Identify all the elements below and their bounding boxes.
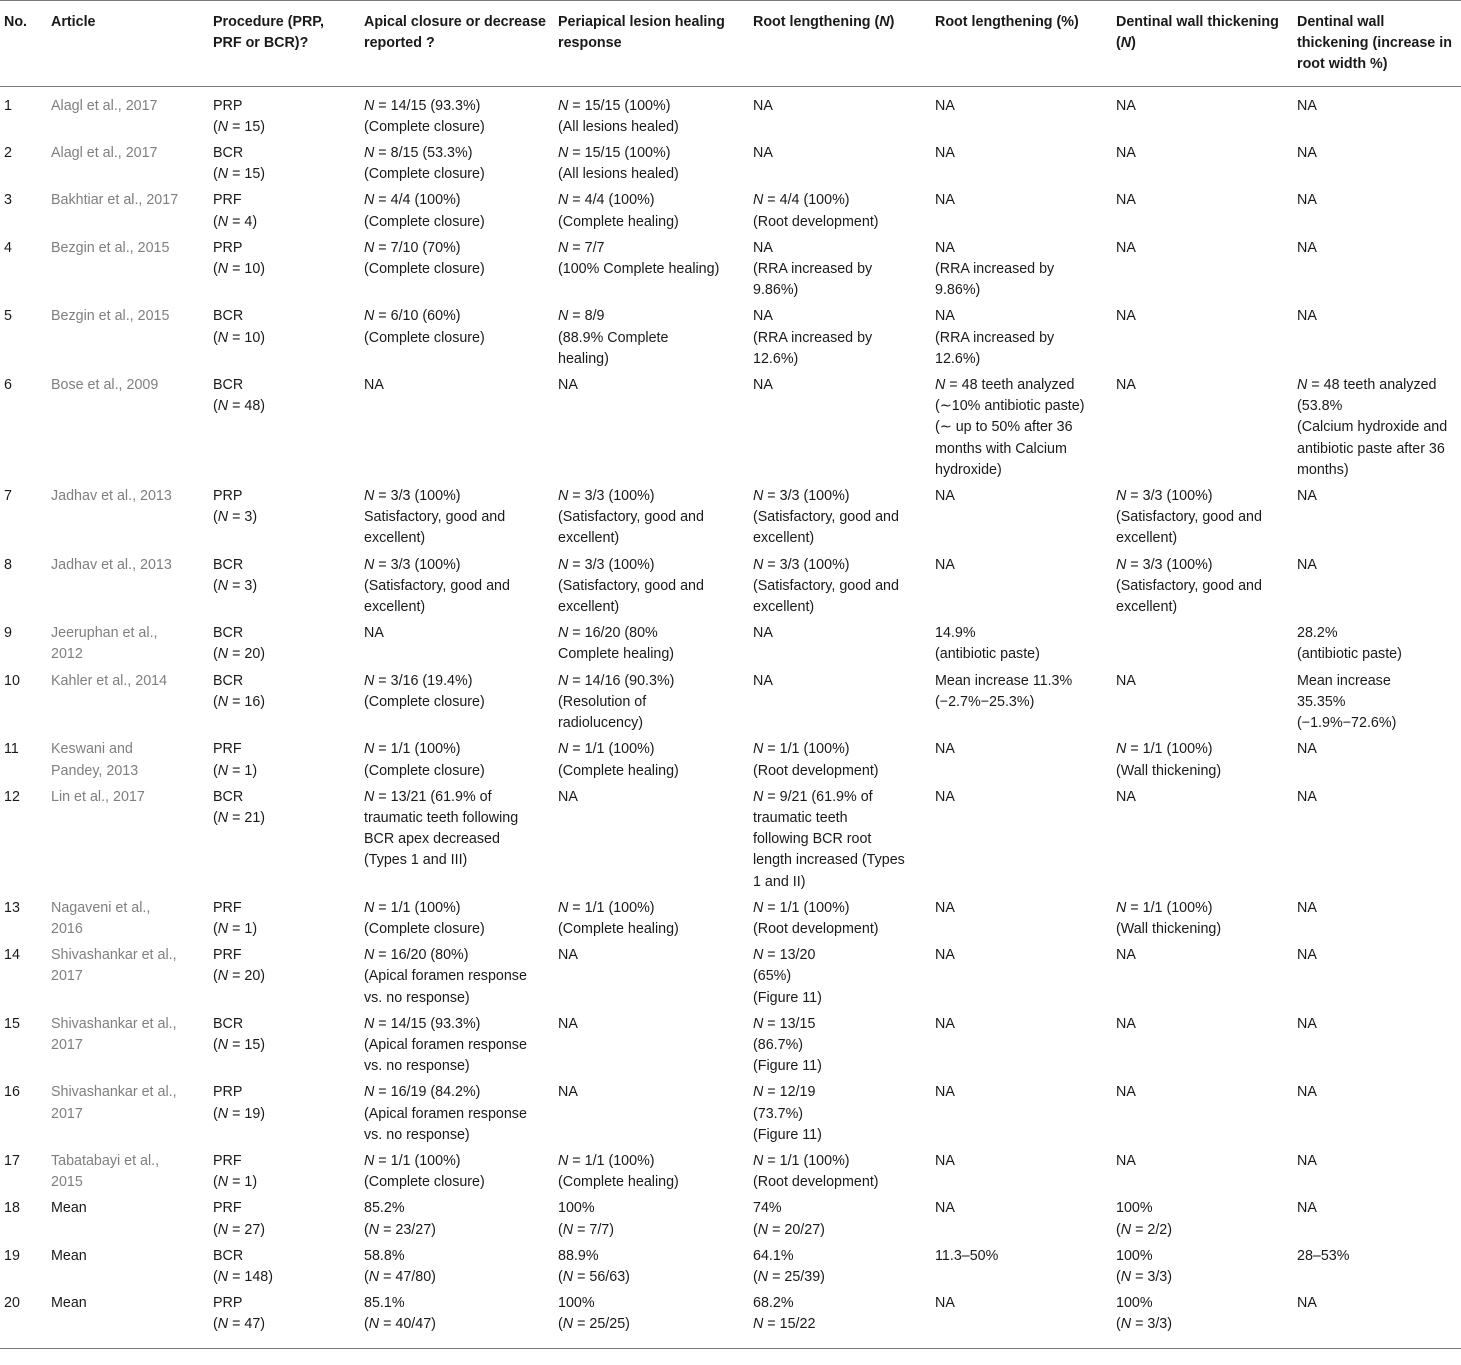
- cell-dentinal-wall-pct: NA: [1297, 788, 1317, 805]
- cell-procedure: BCR (N = 148): [213, 1247, 274, 1285]
- cell-root-lengthening-n: NA: [753, 145, 773, 162]
- cell-procedure: PRF (N = 4): [213, 192, 258, 230]
- cell-no: 6: [4, 377, 12, 394]
- cell-root-lengthening-pct: NA: [935, 192, 955, 209]
- cell-article: Keswani and Pandey, 2013: [51, 741, 139, 779]
- cell-root-lengthening-n: NA: [753, 97, 773, 114]
- header-dentinal-wall-pct: Dentinal wall thickening (increase in root width %): [1291, 1, 1461, 87]
- cell-apical-closure: NA: [364, 625, 384, 642]
- cell-dentinal-wall-pct: NA: [1297, 97, 1317, 114]
- cell-dentinal-wall-n: NA: [1116, 1084, 1136, 1101]
- cell-apical-closure: 85.2% (N = 23/27): [364, 1200, 436, 1238]
- cell-root-lengthening-n: NA (RRA increased by 9.86%): [753, 239, 873, 299]
- header-article: Article: [45, 1, 207, 87]
- cell-periapical-healing: N = 8/9 (88.9% Complete healing): [558, 308, 669, 367]
- cell-procedure: PRP (N = 19): [213, 1084, 266, 1122]
- cell-apical-closure: N = 7/10 (70%) (Complete closure): [364, 239, 485, 278]
- cell-root-lengthening-n: N = 12/19 (73.7%) (Figure 11): [753, 1084, 822, 1143]
- cell-dentinal-wall-pct: NA: [1297, 488, 1317, 505]
- cell-no: 13: [4, 899, 20, 916]
- cell-root-lengthening-n: N = 1/1 (100%) (Root development): [753, 741, 879, 779]
- cell-root-lengthening-n: 64.1% (N = 25/39): [753, 1247, 825, 1285]
- cell-dentinal-wall-pct: NA: [1297, 899, 1317, 916]
- cell-article: Jadhav et al., 2013: [51, 488, 172, 505]
- cell-dentinal-wall-n: NA: [1116, 192, 1136, 209]
- cell-root-lengthening-pct: NA: [935, 488, 955, 505]
- cell-procedure: BCR (N = 15): [213, 1015, 266, 1053]
- table-row: [0, 896, 1461, 943]
- table-row: [0, 621, 1461, 668]
- cell-root-lengthening-pct: NA: [935, 788, 955, 805]
- cell-procedure: BCR (N = 20): [213, 625, 266, 663]
- cell-article: Mean: [45, 1291, 207, 1348]
- header-periapical-healing: Periapical lesion healing response: [552, 1, 747, 87]
- cell-article: Alagl et al., 2017: [51, 145, 158, 162]
- cell-periapical-healing: N = 14/16 (90.3%) (Resolution of radiolucency): [558, 672, 675, 732]
- cell-root-lengthening-pct: NA: [935, 1015, 955, 1032]
- cell-root-lengthening-n: NA (RRA increased by 12.6%): [753, 308, 873, 367]
- cell-dentinal-wall-n: NA: [1116, 947, 1136, 964]
- cell-root-lengthening-n: N = 9/21 (61.9% of traumatic teeth following BCR root length increased (Types 1 and II): [753, 788, 905, 890]
- cell-dentinal-wall-pct: NA: [1297, 1015, 1317, 1032]
- cell-root-lengthening-n: 68.2% N = 15/22: [747, 1291, 929, 1348]
- cell-procedure: BCR (N = 48): [213, 377, 266, 415]
- cell-article: Shivashankar et al., 2017: [51, 947, 177, 985]
- cell-procedure: BCR (N = 16): [213, 672, 266, 710]
- cell-apical-closure: 58.8% (N = 47/80): [364, 1247, 436, 1285]
- cell-dentinal-wall-pct: NA: [1297, 1152, 1317, 1169]
- table-row: [0, 1012, 1461, 1081]
- cell-dentinal-wall-n: [1110, 621, 1291, 668]
- table-row: [0, 669, 1461, 738]
- cell-article: Mean: [51, 1200, 87, 1217]
- cell-no: 19: [4, 1247, 20, 1264]
- cell-root-lengthening-pct: 14.9% (antibiotic paste): [935, 625, 1040, 663]
- cell-periapical-healing: 100% (N = 25/25): [552, 1291, 747, 1348]
- cell-apical-closure: N = 4/4 (100%) (Complete closure): [364, 192, 485, 230]
- table-row: [0, 1291, 1461, 1348]
- header-root-lengthening-n: Root lengthening (N): [747, 1, 929, 87]
- cell-dentinal-wall-n: 100% (N = 3/3): [1110, 1291, 1291, 1348]
- cell-apical-closure: N = 1/1 (100%) (Complete closure): [364, 1152, 485, 1191]
- cell-article: Kahler et al., 2014: [51, 672, 168, 689]
- cell-root-lengthening-pct: NA: [935, 899, 955, 916]
- cell-dentinal-wall-pct: Mean increase 35.35% (−1.9%−72.6%): [1297, 672, 1397, 732]
- cell-no: 15: [4, 1015, 20, 1032]
- cell-periapical-healing: NA: [558, 1015, 578, 1032]
- cell-root-lengthening-n: N = 13/20 (65%) (Figure 11): [753, 947, 822, 1006]
- cell-dentinal-wall-pct: 28.2% (antibiotic paste): [1297, 625, 1402, 663]
- cell-dentinal-wall-pct: NA: [1297, 556, 1317, 573]
- cell-procedure: PRP (N = 10): [213, 239, 266, 278]
- cell-periapical-healing: 100% (N = 7/7): [558, 1200, 615, 1238]
- cell-root-lengthening-pct: NA: [935, 145, 955, 162]
- cell-root-lengthening-pct: NA: [935, 947, 955, 964]
- cell-periapical-healing: 88.9% (N = 56/63): [558, 1247, 630, 1285]
- cell-root-lengthening-n: N = 3/3 (100%) (Satisfactory, good and excellent): [753, 556, 899, 616]
- cell-dentinal-wall-pct: NA: [1297, 192, 1317, 209]
- cell-root-lengthening-pct: NA: [935, 556, 955, 573]
- cell-procedure: BCR (N = 10): [213, 308, 266, 346]
- cell-dentinal-wall-n: 100% (N = 2/2): [1116, 1200, 1173, 1238]
- cell-apical-closure: N = 8/15 (53.3%) (Complete closure): [364, 145, 485, 183]
- cell-article: Nagaveni et al., 2016: [51, 899, 151, 937]
- cell-root-lengthening-pct: 11.3–50%: [935, 1247, 999, 1264]
- table-row: [0, 236, 1461, 305]
- header-procedure: Procedure (PRP, PRF or BCR)?: [207, 1, 358, 87]
- cell-root-lengthening-n: 74% (N = 20/27): [753, 1200, 825, 1238]
- cell-dentinal-wall-pct: 28–53%: [1297, 1247, 1350, 1264]
- cell-no: 10: [4, 672, 20, 689]
- cell-periapical-healing: N = 15/15 (100%) (All lesions healed): [558, 97, 679, 135]
- cell-root-lengthening-pct: Mean increase 11.3% (−2.7%−25.3%): [935, 672, 1073, 710]
- cell-periapical-healing: N = 3/3 (100%) (Satisfactory, good and excellent): [558, 556, 704, 616]
- cell-no: 4: [4, 239, 12, 256]
- table-row: [0, 553, 1461, 622]
- cell-periapical-healing: N = 7/7 (100% Complete healing): [558, 239, 720, 278]
- cell-dentinal-wall-n: N = 3/3 (100%) (Satisfactory, good and excellent): [1116, 488, 1262, 547]
- cell-dentinal-wall-pct: NA: [1297, 947, 1317, 964]
- cell-article: Jadhav et al., 2013: [51, 556, 172, 573]
- cell-periapical-healing: N = 3/3 (100%) (Satisfactory, good and excellent): [558, 488, 704, 547]
- cell-dentinal-wall-pct: NA: [1297, 308, 1317, 325]
- cell-periapical-healing: N = 1/1 (100%) (Complete healing): [558, 1152, 679, 1191]
- table-row: [0, 1196, 1461, 1243]
- cell-no: 7: [4, 488, 12, 505]
- cell-no: 3: [4, 192, 12, 209]
- cell-dentinal-wall-n: N = 1/1 (100%) (Wall thickening): [1116, 899, 1222, 937]
- table-row: [0, 188, 1461, 235]
- cell-article: Bezgin et al., 2015: [51, 308, 170, 325]
- cell-periapical-healing: N = 1/1 (100%) (Complete healing): [558, 741, 679, 779]
- cell-periapical-healing: NA: [558, 1084, 578, 1101]
- cell-apical-closure: N = 14/15 (93.3%) (Complete closure): [364, 97, 485, 135]
- cell-periapical-healing: NA: [558, 377, 578, 394]
- table-row: [0, 86, 1461, 141]
- cell-apical-closure: N = 3/16 (19.4%) (Complete closure): [364, 672, 485, 710]
- cell-root-lengthening-n: N = 3/3 (100%) (Satisfactory, good and excellent): [753, 488, 899, 547]
- cell-procedure: PRP (N = 3): [213, 488, 258, 526]
- table-row: [0, 737, 1461, 784]
- table-row: [0, 1244, 1461, 1291]
- cell-article: Tabatabayi et al., 2015: [51, 1152, 160, 1191]
- cell-root-lengthening-n: N = 1/1 (100%) (Root development): [753, 1152, 879, 1191]
- cell-root-lengthening-pct: NA: [935, 97, 955, 114]
- cell-dentinal-wall-pct: NA: [1291, 1291, 1461, 1348]
- cell-article: Shivashankar et al., 2017: [51, 1015, 177, 1053]
- cell-dentinal-wall-pct: NA: [1297, 239, 1317, 256]
- cell-dentinal-wall-pct: NA: [1297, 1084, 1317, 1101]
- cell-apical-closure: N = 3/3 (100%) (Satisfactory, good and excellent): [364, 556, 510, 616]
- cell-apical-closure: N = 6/10 (60%) (Complete closure): [364, 308, 485, 346]
- cell-article: Bose et al., 2009: [51, 377, 159, 394]
- cell-dentinal-wall-n: NA: [1116, 1152, 1136, 1169]
- cell-dentinal-wall-n: 100% (N = 3/3): [1116, 1247, 1173, 1285]
- cell-apical-closure: N = 13/21 (61.9% of traumatic teeth following BCR apex decreased (Types 1 and III): [364, 788, 519, 869]
- table-row: [0, 373, 1461, 484]
- cell-root-lengthening-n: N = 13/15 (86.7%) (Figure 11): [753, 1015, 822, 1075]
- cell-procedure: PRF (N = 1): [213, 899, 258, 937]
- cell-periapical-healing: N = 4/4 (100%) (Complete healing): [558, 192, 679, 230]
- cell-no: 2: [4, 145, 12, 162]
- cell-root-lengthening-n: N = 4/4 (100%) (Root development): [753, 192, 879, 230]
- cell-article: Lin et al., 2017: [51, 788, 145, 805]
- cell-root-lengthening-pct: NA: [935, 741, 955, 758]
- cell-procedure: BCR (N = 15): [213, 145, 266, 183]
- cell-periapical-healing: N = 15/15 (100%) (All lesions healed): [558, 145, 679, 183]
- cell-root-lengthening-n: N = 1/1 (100%) (Root development): [753, 899, 879, 937]
- cell-apical-closure: NA: [364, 377, 384, 394]
- cell-root-lengthening-pct: NA: [935, 1084, 955, 1101]
- cell-procedure: PRP (N = 47): [207, 1291, 358, 1348]
- cell-apical-closure: 85.1% (N = 40/47): [358, 1291, 552, 1348]
- cell-apical-closure: N = 1/1 (100%) (Complete closure): [364, 899, 485, 937]
- cell-article: Bakhtiar et al., 2017: [51, 192, 179, 209]
- cell-procedure: PRP (N = 15): [213, 97, 266, 135]
- cell-periapical-healing: NA: [558, 947, 578, 964]
- cell-no: 9: [4, 625, 12, 642]
- cell-no: 1: [4, 97, 12, 114]
- header-root-lengthening-pct: Root lengthening (%): [929, 1, 1110, 87]
- cell-article: Mean: [51, 1247, 87, 1264]
- cell-procedure: BCR (N = 3): [213, 556, 258, 594]
- cell-root-lengthening-pct: NA: [929, 1291, 1110, 1348]
- cell-dentinal-wall-n: NA: [1116, 377, 1136, 394]
- cell-dentinal-wall-n: NA: [1116, 145, 1136, 162]
- cell-dentinal-wall-pct: NA: [1297, 741, 1317, 758]
- cell-dentinal-wall-pct: NA: [1297, 1200, 1317, 1217]
- cell-article: Shivashankar et al., 2017: [51, 1084, 177, 1122]
- cell-article: Jeeruphan et al., 2012: [51, 625, 158, 663]
- cell-root-lengthening-n: NA: [753, 625, 773, 642]
- cell-procedure: PRF (N = 1): [213, 1152, 258, 1191]
- header-apical-closure: Apical closure or decrease reported ?: [358, 1, 552, 87]
- cell-dentinal-wall-n: N = 1/1 (100%) (Wall thickening): [1116, 741, 1222, 779]
- cell-root-lengthening-pct: NA: [935, 1152, 955, 1169]
- cell-no: 8: [4, 556, 12, 573]
- cell-dentinal-wall-n: NA: [1116, 1015, 1136, 1032]
- cell-root-lengthening-n: NA: [753, 377, 773, 394]
- table-row: [0, 1149, 1461, 1196]
- cell-no: 5: [4, 308, 12, 325]
- cell-article: Bezgin et al., 2015: [51, 239, 170, 256]
- cell-dentinal-wall-pct: N = 48 teeth analyzed (53.8% (Calcium hydroxide and antibiotic paste after 36 months): [1297, 377, 1448, 478]
- header-row: [0, 1, 1461, 87]
- cell-root-lengthening-n: NA: [753, 672, 773, 689]
- table-row: [0, 785, 1461, 896]
- table-row: [0, 141, 1461, 188]
- cell-no: 16: [4, 1084, 20, 1101]
- cell-no: 11: [4, 741, 19, 758]
- cell-apical-closure: N = 16/19 (84.2%) (Apical foramen response vs. no response): [364, 1084, 527, 1143]
- cell-procedure: BCR (N = 21): [213, 788, 266, 826]
- header-no: No.: [0, 1, 45, 87]
- cell-dentinal-wall-n: NA: [1116, 672, 1136, 689]
- cell-procedure: PRF (N = 27): [213, 1200, 266, 1238]
- table-row: [0, 943, 1461, 1012]
- cell-no: 17: [4, 1152, 20, 1169]
- cell-periapical-healing: NA: [558, 788, 578, 805]
- cell-periapical-healing: N = 1/1 (100%) (Complete healing): [558, 899, 679, 937]
- cell-no: 12: [4, 788, 20, 805]
- cell-no: 14: [4, 947, 20, 964]
- cell-apical-closure: N = 16/20 (80%) (Apical foramen response vs. no response): [364, 947, 527, 1006]
- cell-dentinal-wall-n: NA: [1116, 239, 1136, 256]
- cell-dentinal-wall-pct: NA: [1297, 145, 1317, 162]
- cell-apical-closure: N = 3/3 (100%) Satisfactory, good and excellent): [364, 488, 506, 547]
- header-dentinal-wall-n: Dentinal wall thickening (N): [1110, 1, 1291, 87]
- cell-root-lengthening-pct: NA (RRA increased by 9.86%): [935, 239, 1055, 299]
- table-row: [0, 484, 1461, 553]
- cell-procedure: PRF (N = 20): [213, 947, 266, 985]
- cell-dentinal-wall-n: N = 3/3 (100%) (Satisfactory, good and excellent): [1116, 556, 1262, 616]
- cell-article: Alagl et al., 2017: [51, 97, 158, 114]
- cell-periapical-healing: N = 16/20 (80% Complete healing): [558, 625, 675, 663]
- cell-procedure: PRF (N = 1): [213, 741, 258, 779]
- cell-apical-closure: N = 14/15 (93.3%) (Apical foramen response vs. no response): [364, 1015, 527, 1075]
- cell-dentinal-wall-n: NA: [1116, 97, 1136, 114]
- cell-root-lengthening-pct: NA (RRA increased by 12.6%): [935, 308, 1055, 367]
- cell-root-lengthening-pct: N = 48 teeth analyzed (∼10% antibiotic paste) (∼ up to 50% after 36 months with Calcium hydroxide): [935, 377, 1085, 478]
- cell-no: 20: [0, 1291, 45, 1348]
- table-row: [0, 1080, 1461, 1149]
- cell-dentinal-wall-n: NA: [1116, 308, 1136, 325]
- table-row: [0, 304, 1461, 373]
- cell-apical-closure: N = 1/1 (100%) (Complete closure): [364, 741, 485, 779]
- cell-dentinal-wall-n: NA: [1116, 788, 1136, 805]
- table-body: [0, 86, 1461, 1348]
- cell-no: 18: [4, 1200, 20, 1217]
- cell-root-lengthening-pct: NA: [935, 1200, 955, 1217]
